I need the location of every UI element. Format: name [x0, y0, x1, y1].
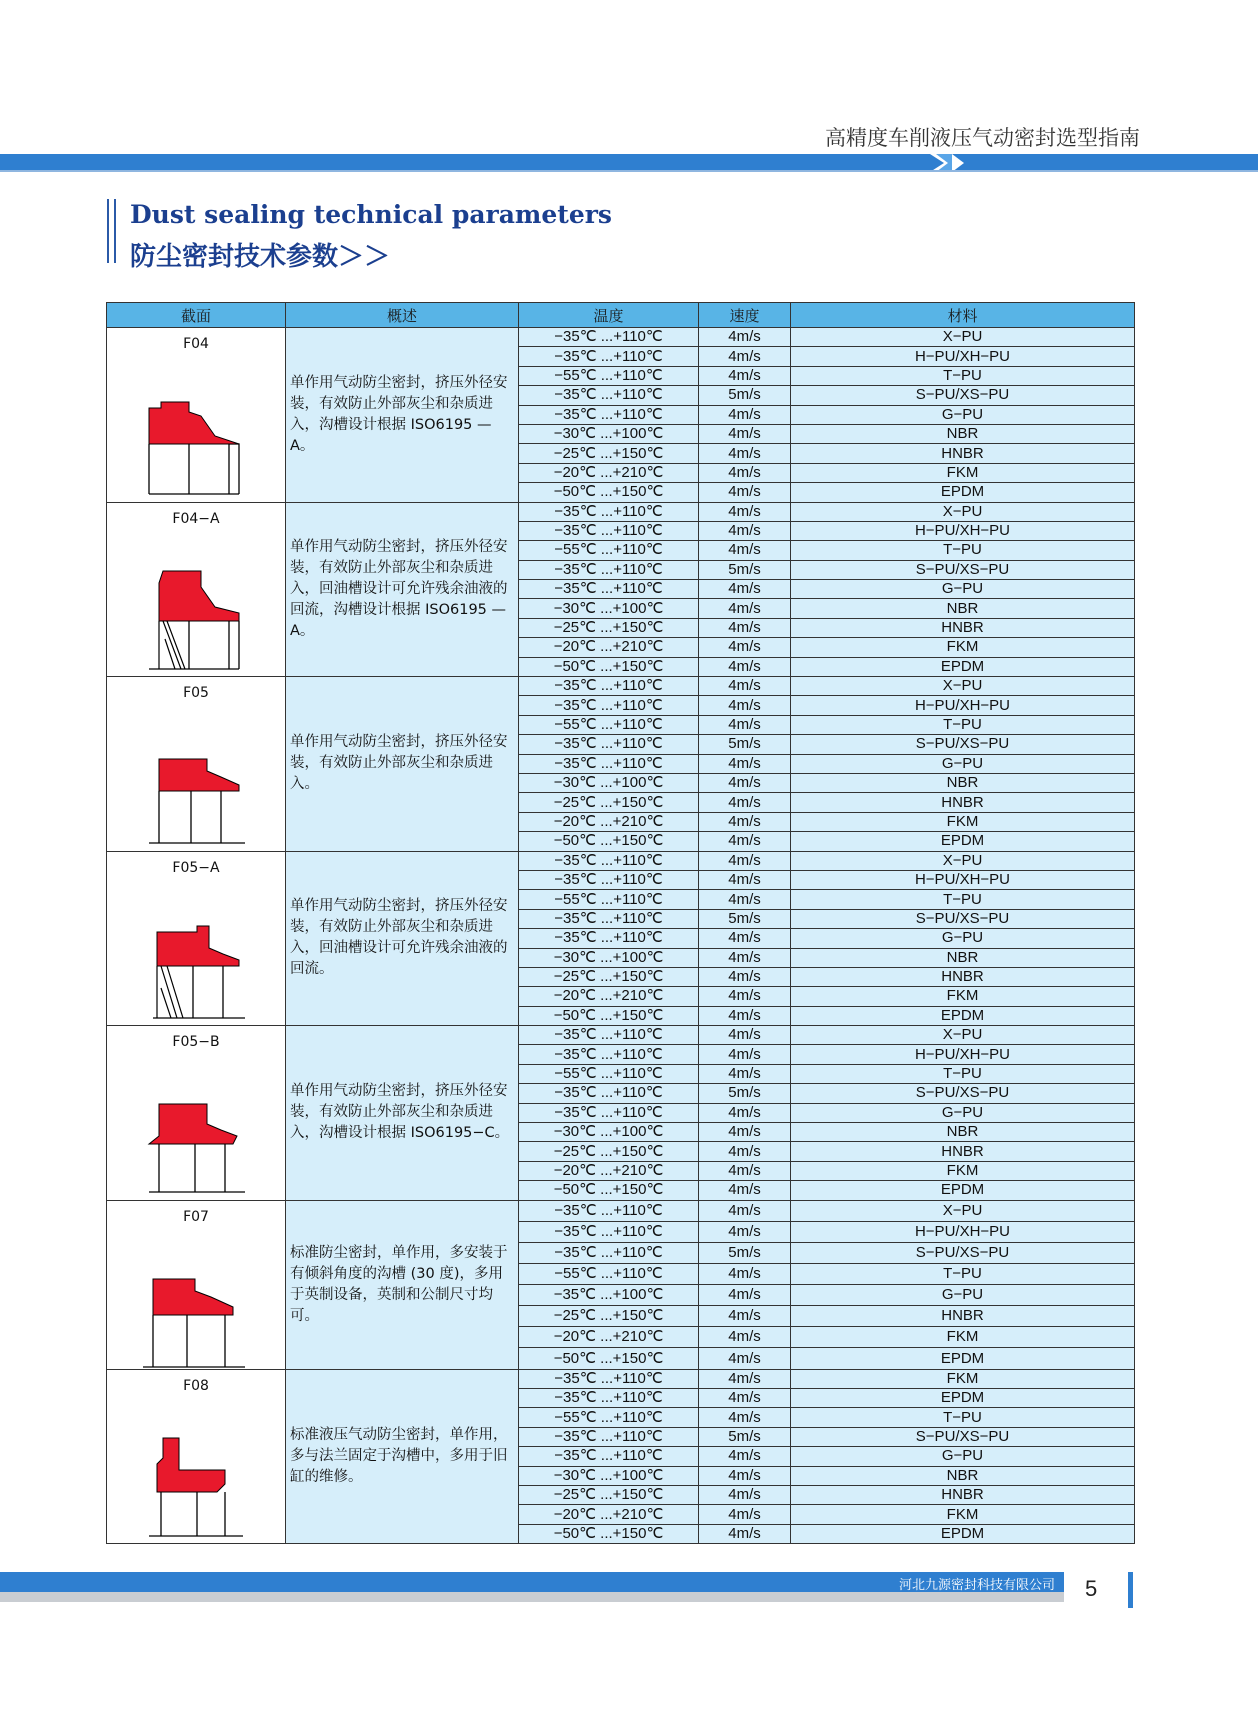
section-title-en: Dust sealing technical parameters [130, 200, 612, 229]
temperature-cell: −30℃ ...+100℃ [519, 1123, 699, 1142]
speed-cell: 4m/s [699, 521, 791, 540]
temperature-cell: −35℃ ...+110℃ [519, 1447, 699, 1466]
description-cell: 单作用气动防尘密封，挤压外径安装，有效防止外部灰尘和杂质进入，回油槽设计可允许残余油液的回流。 [286, 851, 519, 1026]
description-cell: 标准液压气动防尘密封，单作用，多与法兰固定于沟槽中，多用于旧缸的维修。 [286, 1369, 519, 1544]
speed-cell: 4m/s [699, 1369, 791, 1388]
speed-cell: 4m/s [699, 1466, 791, 1485]
material-cell: T−PU [791, 1064, 1135, 1083]
speed-cell: 5m/s [699, 1242, 791, 1263]
description-cell: 单作用气动防尘密封，挤压外径安装，有效防止外部灰尘和杂质进入，沟槽设计根据 ISO6195−C。 [286, 1026, 519, 1201]
temperature-cell: −25℃ ...+150℃ [519, 793, 699, 812]
material-cell: T−PU [791, 890, 1135, 909]
material-cell: T−PU [791, 366, 1135, 385]
temperature-cell: −20℃ ...+210℃ [519, 463, 699, 482]
material-cell: X−PU [791, 328, 1135, 347]
header-desc: 概述 [286, 303, 519, 328]
material-cell: G−PU [791, 580, 1135, 599]
speed-cell: 4m/s [699, 1408, 791, 1427]
temperature-cell: −20℃ ...+210℃ [519, 1505, 699, 1524]
temperature-cell: −50℃ ...+150℃ [519, 832, 699, 851]
temperature-cell: −20℃ ...+210℃ [519, 812, 699, 831]
material-cell: HNBR [791, 1485, 1135, 1504]
parameters-table [106, 302, 1135, 1544]
temperature-cell: −55℃ ...+110℃ [519, 1408, 699, 1427]
temperature-cell: −35℃ ...+110℃ [519, 1369, 699, 1388]
material-cell: FKM [791, 812, 1135, 831]
speed-cell: 5m/s [699, 735, 791, 754]
section-name: F07 [183, 1208, 209, 1225]
material-cell: G−PU [791, 929, 1135, 948]
material-cell: HNBR [791, 1306, 1135, 1327]
material-cell: FKM [791, 463, 1135, 482]
temperature-cell: −35℃ ...+110℃ [519, 521, 699, 540]
speed-cell: 4m/s [699, 1142, 791, 1161]
speed-cell: 4m/s [699, 1006, 791, 1025]
material-cell: H−PU/XH−PU [791, 521, 1135, 540]
material-cell: S−PU/XS−PU [791, 560, 1135, 579]
speed-cell: 4m/s [699, 328, 791, 347]
temperature-cell: −25℃ ...+150℃ [519, 618, 699, 637]
material-cell: X−PU [791, 1200, 1135, 1221]
temperature-cell: −35℃ ...+110℃ [519, 386, 699, 405]
temperature-cell: −55℃ ...+110℃ [519, 541, 699, 560]
section-name: F04−A [172, 510, 220, 527]
temperature-cell: −35℃ ...+110℃ [519, 909, 699, 928]
speed-cell: 4m/s [699, 812, 791, 831]
temperature-cell: −55℃ ...+110℃ [519, 890, 699, 909]
seal-profile-drawing [141, 715, 251, 845]
temperature-cell: −35℃ ...+110℃ [519, 1427, 699, 1446]
temperature-cell: −50℃ ...+150℃ [519, 1348, 699, 1369]
description-cell: 单作用气动防尘密封，挤压外径安装，有效防止外部灰尘和杂质进入。 [286, 677, 519, 852]
section-title-zh: 防尘密封技术参数＞＞ [130, 242, 391, 272]
speed-cell: 4m/s [699, 1327, 791, 1348]
temperature-cell: −50℃ ...+150℃ [519, 483, 699, 502]
temperature-cell: −35℃ ...+110℃ [519, 405, 699, 424]
temperature-cell: −20℃ ...+210℃ [519, 1327, 699, 1348]
header-bar [0, 154, 1258, 172]
temperature-cell: −35℃ ...+110℃ [519, 1026, 699, 1045]
temperature-cell: −35℃ ...+110℃ [519, 328, 699, 347]
temperature-cell: −35℃ ...+110℃ [519, 870, 699, 889]
temperature-cell: −35℃ ...+110℃ [519, 1242, 699, 1263]
material-cell: HNBR [791, 967, 1135, 986]
speed-cell: 4m/s [699, 715, 791, 734]
material-cell: H−PU/XH−PU [791, 1221, 1135, 1242]
speed-cell: 4m/s [699, 677, 791, 696]
material-cell: H−PU/XH−PU [791, 696, 1135, 715]
section-name: F05−A [172, 859, 220, 876]
temperature-cell: −35℃ ...+110℃ [519, 851, 699, 870]
material-cell: HNBR [791, 1142, 1135, 1161]
temperature-cell: −35℃ ...+110℃ [519, 696, 699, 715]
section-name: F05−B [172, 1034, 220, 1051]
speed-cell: 4m/s [699, 890, 791, 909]
speed-cell: 4m/s [699, 1200, 791, 1221]
material-cell: S−PU/XS−PU [791, 1427, 1135, 1446]
temperature-cell: −55℃ ...+110℃ [519, 1064, 699, 1083]
speed-cell: 4m/s [699, 1181, 791, 1200]
speed-cell: 4m/s [699, 366, 791, 385]
material-cell: FKM [791, 1161, 1135, 1180]
temperature-cell: −35℃ ...+110℃ [519, 560, 699, 579]
speed-cell: 4m/s [699, 1524, 791, 1543]
material-cell: NBR [791, 599, 1135, 618]
material-cell: NBR [791, 1123, 1135, 1142]
temperature-cell: −25℃ ...+150℃ [519, 967, 699, 986]
section-name: F08 [183, 1377, 209, 1394]
speed-cell: 4m/s [699, 444, 791, 463]
material-cell: HNBR [791, 793, 1135, 812]
footer-shadow [0, 1592, 1064, 1602]
material-cell: X−PU [791, 502, 1135, 521]
temperature-cell: −55℃ ...+110℃ [519, 1263, 699, 1284]
temperature-cell: −35℃ ...+110℃ [519, 1200, 699, 1221]
table-row [107, 851, 1135, 870]
speed-cell: 5m/s [699, 1084, 791, 1103]
speed-cell: 4m/s [699, 502, 791, 521]
material-cell: S−PU/XS−PU [791, 1242, 1135, 1263]
material-cell: H−PU/XH−PU [791, 347, 1135, 366]
speed-cell: 4m/s [699, 1064, 791, 1083]
material-cell: HNBR [791, 444, 1135, 463]
speed-cell: 5m/s [699, 560, 791, 579]
temperature-cell: −50℃ ...+150℃ [519, 1181, 699, 1200]
temperature-cell: −35℃ ...+110℃ [519, 502, 699, 521]
speed-cell: 4m/s [699, 657, 791, 676]
page-number: 5 [1085, 1576, 1098, 1601]
table-row [107, 1200, 1135, 1221]
speed-cell: 4m/s [699, 1505, 791, 1524]
speed-cell: 4m/s [699, 773, 791, 792]
material-cell: EPDM [791, 657, 1135, 676]
material-cell: NBR [791, 424, 1135, 443]
material-cell: H−PU/XH−PU [791, 1045, 1135, 1064]
speed-cell: 4m/s [699, 424, 791, 443]
header-temp: 温度 [519, 303, 699, 328]
speed-cell: 4m/s [699, 1045, 791, 1064]
material-cell: S−PU/XS−PU [791, 386, 1135, 405]
temperature-cell: −20℃ ...+210℃ [519, 987, 699, 1006]
description-cell: 单作用气动防尘密封，挤压外径安装，有效防止外部灰尘和杂质进入，回油槽设计可允许残余油液的回流，沟槽设计根据 ISO6195 — A。 [286, 502, 519, 677]
speed-cell: 4m/s [699, 754, 791, 773]
temperature-cell: −50℃ ...+150℃ [519, 657, 699, 676]
temperature-cell: −35℃ ...+110℃ [519, 929, 699, 948]
speed-cell: 4m/s [699, 1026, 791, 1045]
temperature-cell: −20℃ ...+210℃ [519, 1161, 699, 1180]
section-cell [107, 851, 286, 1026]
material-cell: EPDM [791, 1348, 1135, 1369]
material-cell: G−PU [791, 1285, 1135, 1306]
table-row [107, 1369, 1135, 1388]
material-cell: T−PU [791, 1263, 1135, 1284]
table-row [107, 328, 1135, 347]
section-cell [107, 677, 286, 852]
page-marker [1128, 1572, 1133, 1608]
material-cell: G−PU [791, 1103, 1135, 1122]
temperature-cell: −50℃ ...+150℃ [519, 1006, 699, 1025]
material-cell: T−PU [791, 715, 1135, 734]
seal-profile-drawing [141, 366, 251, 496]
table-row [107, 677, 1135, 696]
material-cell: EPDM [791, 483, 1135, 502]
speed-cell: 4m/s [699, 987, 791, 1006]
material-cell: EPDM [791, 1524, 1135, 1543]
temperature-cell: −30℃ ...+100℃ [519, 599, 699, 618]
speed-cell: 4m/s [699, 793, 791, 812]
temperature-cell: −30℃ ...+100℃ [519, 773, 699, 792]
material-cell: G−PU [791, 754, 1135, 773]
seal-profile-drawing [141, 1064, 251, 1194]
speed-cell: 4m/s [699, 1485, 791, 1504]
material-cell: S−PU/XS−PU [791, 909, 1135, 928]
table-body [107, 328, 1135, 1544]
temperature-cell: −25℃ ...+150℃ [519, 1485, 699, 1504]
speed-cell: 4m/s [699, 1221, 791, 1242]
temperature-cell: −20℃ ...+210℃ [519, 638, 699, 657]
material-cell: X−PU [791, 677, 1135, 696]
footer-company: 河北九源密封科技有限公司 [898, 1578, 1055, 1593]
speed-cell: 4m/s [699, 832, 791, 851]
speed-cell: 5m/s [699, 386, 791, 405]
speed-cell: 4m/s [699, 1123, 791, 1142]
material-cell: S−PU/XS−PU [791, 1084, 1135, 1103]
speed-cell: 4m/s [699, 1306, 791, 1327]
temperature-cell: −55℃ ...+110℃ [519, 366, 699, 385]
material-cell: NBR [791, 773, 1135, 792]
temperature-cell: −35℃ ...+110℃ [519, 1103, 699, 1122]
speed-cell: 4m/s [699, 599, 791, 618]
temperature-cell: −35℃ ...+110℃ [519, 754, 699, 773]
table-row [107, 502, 1135, 521]
material-cell: NBR [791, 1466, 1135, 1485]
speed-cell: 5m/s [699, 1427, 791, 1446]
seal-profile-drawing [141, 1408, 251, 1538]
section-name: F04 [183, 336, 209, 352]
speed-cell: 4m/s [699, 929, 791, 948]
seal-profile-drawing [141, 1239, 251, 1369]
temperature-cell: −35℃ ...+110℃ [519, 347, 699, 366]
speed-cell: 4m/s [699, 948, 791, 967]
speed-cell: 4m/s [699, 851, 791, 870]
speed-cell: 4m/s [699, 1348, 791, 1369]
temperature-cell: −35℃ ...+110℃ [519, 677, 699, 696]
temperature-cell: −25℃ ...+150℃ [519, 444, 699, 463]
speed-cell: 4m/s [699, 1103, 791, 1122]
table-header-row [107, 303, 1135, 328]
header-speed: 速度 [699, 303, 791, 328]
material-cell: T−PU [791, 541, 1135, 560]
material-cell: FKM [791, 987, 1135, 1006]
seal-profile-drawing [141, 890, 251, 1020]
section-name: F05 [183, 685, 209, 702]
section-cell [107, 328, 286, 503]
temperature-cell: −35℃ ...+110℃ [519, 1084, 699, 1103]
speed-cell: 4m/s [699, 463, 791, 482]
section-cell [107, 1200, 286, 1369]
material-cell: EPDM [791, 1181, 1135, 1200]
speed-cell: 4m/s [699, 870, 791, 889]
material-cell: G−PU [791, 405, 1135, 424]
temperature-cell: −35℃ ...+100℃ [519, 1285, 699, 1306]
temperature-cell: −30℃ ...+100℃ [519, 1466, 699, 1485]
speed-cell: 4m/s [699, 618, 791, 637]
header-section: 截面 [107, 303, 286, 328]
material-cell: FKM [791, 1505, 1135, 1524]
section-cell [107, 1369, 286, 1544]
speed-cell: 4m/s [699, 483, 791, 502]
speed-cell: 4m/s [699, 696, 791, 715]
section-cell [107, 1026, 286, 1201]
speed-cell: 4m/s [699, 347, 791, 366]
material-cell: EPDM [791, 1388, 1135, 1407]
speed-cell: 4m/s [699, 1388, 791, 1407]
material-cell: HNBR [791, 618, 1135, 637]
temperature-cell: −30℃ ...+100℃ [519, 424, 699, 443]
description-cell: 单作用气动防尘密封，挤压外径安装，有效防止外部灰尘和杂质进入，沟槽设计根据 ISO6195 — A。 [286, 328, 519, 503]
description-cell: 标准防尘密封，单作用，多安装于有倾斜角度的沟槽 (30 度)，多用于英制设备，英制和公制尺寸均可。 [286, 1200, 519, 1369]
speed-cell: 4m/s [699, 638, 791, 657]
speed-cell: 4m/s [699, 580, 791, 599]
seal-profile-drawing [141, 541, 251, 671]
temperature-cell: −50℃ ...+150℃ [519, 1524, 699, 1543]
material-cell: X−PU [791, 1026, 1135, 1045]
material-cell: FKM [791, 638, 1135, 657]
material-cell: EPDM [791, 832, 1135, 851]
speed-cell: 4m/s [699, 1285, 791, 1306]
section-marker [107, 199, 116, 263]
material-cell: FKM [791, 1327, 1135, 1348]
material-cell: S−PU/XS−PU [791, 735, 1135, 754]
temperature-cell: −35℃ ...+110℃ [519, 1221, 699, 1242]
temperature-cell: −35℃ ...+110℃ [519, 580, 699, 599]
temperature-cell: −25℃ ...+150℃ [519, 1142, 699, 1161]
material-cell: X−PU [791, 851, 1135, 870]
speed-cell: 4m/s [699, 541, 791, 560]
temperature-cell: −35℃ ...+110℃ [519, 735, 699, 754]
material-cell: EPDM [791, 1006, 1135, 1025]
section-cell [107, 502, 286, 677]
material-cell: FKM [791, 1369, 1135, 1388]
header-material: 材料 [791, 303, 1135, 328]
temperature-cell: −35℃ ...+110℃ [519, 1388, 699, 1407]
material-cell: T−PU [791, 1408, 1135, 1427]
speed-cell: 4m/s [699, 1447, 791, 1466]
header-title: 高精度车削液压气动密封选型指南 [825, 126, 1140, 150]
material-cell: G−PU [791, 1447, 1135, 1466]
speed-cell: 4m/s [699, 1263, 791, 1284]
table-row [107, 1026, 1135, 1045]
speed-cell: 5m/s [699, 909, 791, 928]
material-cell: H−PU/XH−PU [791, 870, 1135, 889]
speed-cell: 4m/s [699, 405, 791, 424]
temperature-cell: −25℃ ...+150℃ [519, 1306, 699, 1327]
temperature-cell: −30℃ ...+100℃ [519, 948, 699, 967]
material-cell: NBR [791, 948, 1135, 967]
temperature-cell: −35℃ ...+110℃ [519, 1045, 699, 1064]
speed-cell: 4m/s [699, 1161, 791, 1180]
speed-cell: 4m/s [699, 967, 791, 986]
temperature-cell: −55℃ ...+110℃ [519, 715, 699, 734]
